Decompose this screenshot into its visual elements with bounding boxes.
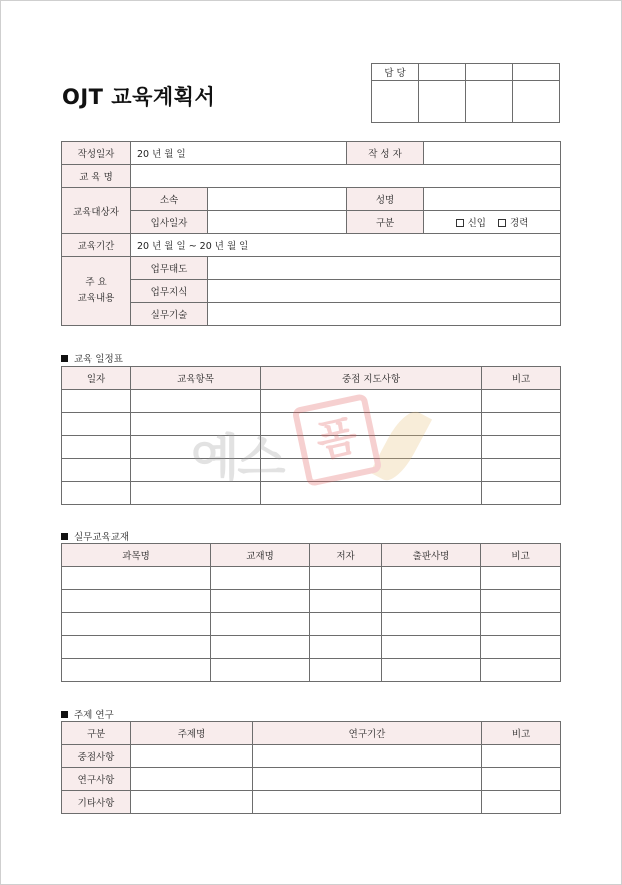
textbook-cell[interactable] bbox=[62, 613, 211, 636]
table-row bbox=[62, 482, 561, 505]
schedule-cell[interactable] bbox=[261, 413, 482, 436]
schedule-cell[interactable] bbox=[261, 390, 482, 413]
document-title: OJT 교육계획서 bbox=[62, 85, 216, 109]
schedule-cell[interactable] bbox=[131, 436, 261, 459]
bullet-square-icon bbox=[61, 533, 68, 540]
schedule-cell[interactable] bbox=[131, 459, 261, 482]
schedule-cell[interactable] bbox=[482, 482, 561, 505]
table-row bbox=[62, 390, 561, 413]
schedule-cell[interactable] bbox=[261, 436, 482, 459]
textbook-cell[interactable] bbox=[310, 659, 382, 682]
dept-field[interactable] bbox=[208, 188, 347, 211]
research-row-label: 연구사항 bbox=[62, 768, 131, 791]
approval-header-cell bbox=[466, 64, 513, 81]
dept-label: 소속 bbox=[131, 188, 208, 211]
research-cell[interactable] bbox=[482, 768, 561, 791]
info-table bbox=[61, 141, 561, 326]
watermark-text: 예스 bbox=[191, 429, 284, 487]
research-cell[interactable] bbox=[253, 791, 482, 814]
research-cell[interactable] bbox=[253, 745, 482, 768]
textbook-cell[interactable] bbox=[211, 567, 310, 590]
table-row bbox=[62, 636, 561, 659]
schedule-cell[interactable] bbox=[62, 436, 131, 459]
content-knowledge-field[interactable] bbox=[208, 280, 561, 303]
table-row bbox=[62, 567, 561, 590]
research-section-title: 주제 연구 bbox=[61, 707, 114, 721]
research-header-topic: 주제명 bbox=[131, 722, 253, 745]
approval-header-cell bbox=[513, 64, 560, 81]
research-cell[interactable] bbox=[482, 791, 561, 814]
schedule-header-date: 일자 bbox=[62, 367, 131, 390]
textbook-cell[interactable] bbox=[382, 613, 481, 636]
writer-field[interactable] bbox=[424, 142, 561, 165]
textbook-cell[interactable] bbox=[310, 590, 382, 613]
approval-label: 담 당 bbox=[372, 64, 419, 81]
textbook-header-author: 저자 bbox=[310, 544, 382, 567]
research-row-label: 기타사항 bbox=[62, 791, 131, 814]
approval-sign-cell[interactable] bbox=[419, 81, 466, 123]
textbook-cell[interactable] bbox=[382, 636, 481, 659]
content-skill-field[interactable] bbox=[208, 303, 561, 326]
schedule-cell[interactable] bbox=[482, 413, 561, 436]
checkbox-experienced[interactable] bbox=[498, 219, 506, 227]
textbook-header-note: 비고 bbox=[481, 544, 561, 567]
research-header-type: 구분 bbox=[62, 722, 131, 745]
table-row bbox=[62, 613, 561, 636]
table-row bbox=[62, 459, 561, 482]
research-cell[interactable] bbox=[253, 768, 482, 791]
table-row bbox=[62, 768, 561, 791]
table-row bbox=[62, 590, 561, 613]
research-cell[interactable] bbox=[482, 745, 561, 768]
textbook-cell[interactable] bbox=[481, 613, 561, 636]
content-label-line2: 교육내용 bbox=[77, 293, 115, 304]
textbook-cell[interactable] bbox=[211, 590, 310, 613]
approval-sign-cell[interactable] bbox=[372, 81, 419, 123]
research-row-label: 중점사항 bbox=[62, 745, 131, 768]
textbook-header-subject: 과목명 bbox=[62, 544, 211, 567]
schedule-header-item: 교육항목 bbox=[131, 367, 261, 390]
schedule-cell[interactable] bbox=[261, 459, 482, 482]
textbook-cell[interactable] bbox=[481, 636, 561, 659]
approval-sign-cell[interactable] bbox=[513, 81, 560, 123]
content-attitude-field[interactable] bbox=[208, 257, 561, 280]
schedule-cell[interactable] bbox=[131, 482, 261, 505]
textbook-cell[interactable] bbox=[62, 590, 211, 613]
option-new-label: 신입 bbox=[467, 218, 486, 229]
watermark-seal: 폼 bbox=[292, 393, 383, 487]
textbook-cell[interactable] bbox=[62, 567, 211, 590]
research-header-note: 비고 bbox=[482, 722, 561, 745]
textbook-cell[interactable] bbox=[382, 590, 481, 613]
target-label: 교육대상자 bbox=[62, 188, 131, 234]
textbook-cell[interactable] bbox=[481, 590, 561, 613]
writer-label: 작 성 자 bbox=[347, 142, 424, 165]
write-date-field[interactable]: 20 년 월 일 bbox=[131, 142, 347, 165]
schedule-cell[interactable] bbox=[482, 390, 561, 413]
approval-header-cell bbox=[419, 64, 466, 81]
schedule-cell[interactable] bbox=[261, 482, 482, 505]
textbook-section-title: 실무교육교재 bbox=[61, 529, 129, 543]
research-cell[interactable] bbox=[131, 791, 253, 814]
approval-sign-cell[interactable] bbox=[466, 81, 513, 123]
textbook-cell[interactable] bbox=[211, 636, 310, 659]
schedule-cell[interactable] bbox=[482, 459, 561, 482]
content-label-line1: 주 요 bbox=[85, 277, 107, 288]
bullet-square-icon bbox=[61, 355, 68, 362]
content-skill-label: 실무기술 bbox=[131, 303, 208, 326]
textbook-table bbox=[61, 543, 561, 682]
checkbox-new[interactable] bbox=[456, 219, 464, 227]
textbook-cell[interactable] bbox=[211, 659, 310, 682]
schedule-header-guidance: 중점 지도사항 bbox=[261, 367, 482, 390]
textbook-header-publisher: 출판사명 bbox=[382, 544, 481, 567]
period-field[interactable]: 20 년 월 일 ~ 20 년 월 일 bbox=[131, 234, 561, 257]
textbook-cell[interactable] bbox=[310, 613, 382, 636]
table-row bbox=[62, 436, 561, 459]
table-row bbox=[62, 413, 561, 436]
schedule-cell[interactable] bbox=[62, 459, 131, 482]
research-cell[interactable] bbox=[131, 768, 253, 791]
textbook-cell[interactable] bbox=[62, 636, 211, 659]
name-label: 성명 bbox=[347, 188, 424, 211]
schedule-cell[interactable] bbox=[131, 413, 261, 436]
schedule-cell[interactable] bbox=[482, 436, 561, 459]
textbook-cell[interactable] bbox=[481, 567, 561, 590]
schedule-cell[interactable] bbox=[62, 390, 131, 413]
period-label: 교육기간 bbox=[62, 234, 131, 257]
textbook-cell[interactable] bbox=[382, 567, 481, 590]
textbook-cell[interactable] bbox=[481, 659, 561, 682]
textbook-cell[interactable] bbox=[211, 613, 310, 636]
textbook-cell[interactable] bbox=[62, 659, 211, 682]
table-row bbox=[62, 791, 561, 814]
approval-box bbox=[371, 63, 560, 123]
schedule-header-note: 비고 bbox=[482, 367, 561, 390]
schedule-table bbox=[61, 366, 561, 505]
table-row bbox=[62, 659, 561, 682]
textbook-cell[interactable] bbox=[382, 659, 481, 682]
course-name-label: 교 육 명 bbox=[62, 165, 131, 188]
textbook-header-book: 교재명 bbox=[211, 544, 310, 567]
textbook-cell[interactable] bbox=[310, 636, 382, 659]
schedule-section-title: 교육 일정표 bbox=[61, 351, 123, 365]
content-label bbox=[62, 257, 131, 326]
bullet-square-icon bbox=[61, 711, 68, 718]
textbook-cell[interactable] bbox=[310, 567, 382, 590]
schedule-cell[interactable] bbox=[62, 413, 131, 436]
research-cell[interactable] bbox=[131, 745, 253, 768]
type-label: 구분 bbox=[347, 211, 424, 234]
research-table bbox=[61, 721, 561, 814]
course-name-field[interactable] bbox=[131, 165, 561, 188]
type-options bbox=[424, 211, 561, 234]
join-date-label: 입사일자 bbox=[131, 211, 208, 234]
join-date-field[interactable] bbox=[208, 211, 347, 234]
schedule-cell[interactable] bbox=[131, 390, 261, 413]
content-knowledge-label: 업무지식 bbox=[131, 280, 208, 303]
write-date-label: 작성일자 bbox=[62, 142, 131, 165]
research-header-period: 연구기간 bbox=[253, 722, 482, 745]
schedule-cell[interactable] bbox=[62, 482, 131, 505]
name-field[interactable] bbox=[424, 188, 561, 211]
option-exp-label: 경력 bbox=[510, 218, 529, 229]
content-attitude-label: 업무태도 bbox=[131, 257, 208, 280]
table-row bbox=[62, 745, 561, 768]
